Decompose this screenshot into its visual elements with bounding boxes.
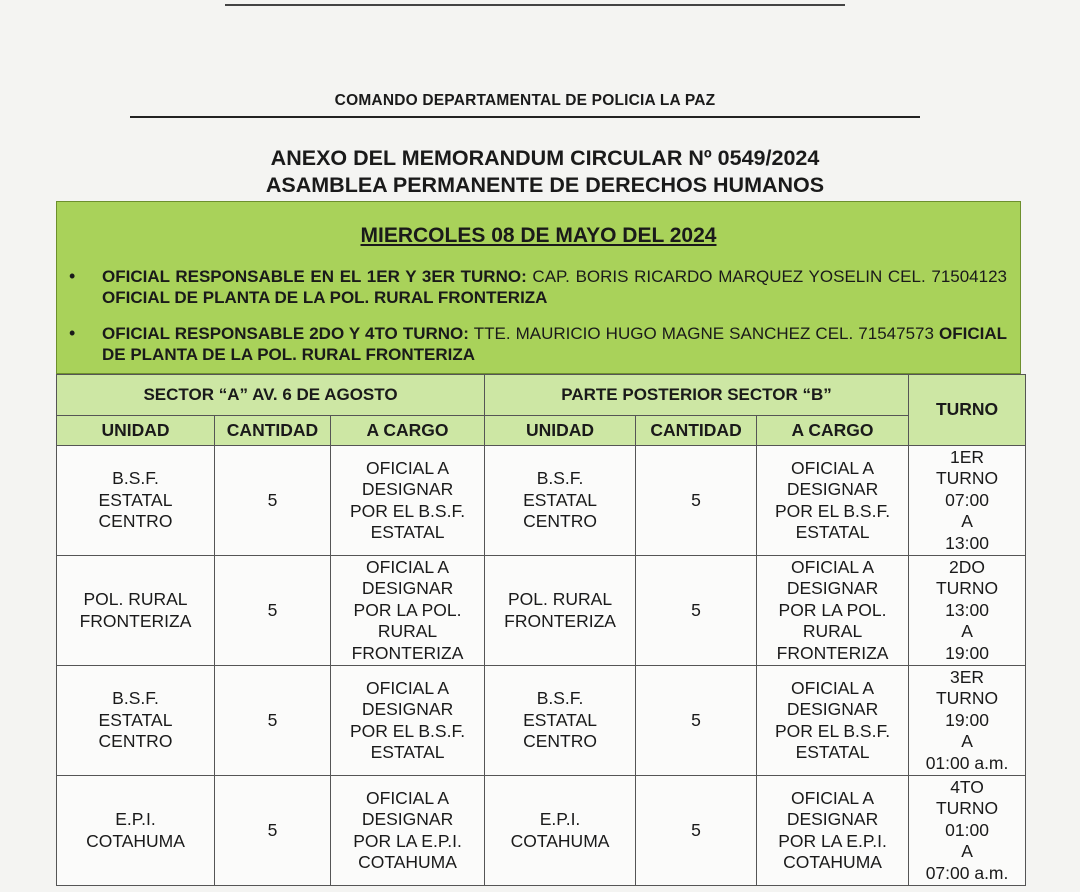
memo-title <box>0 145 1080 199</box>
sector-a-cantidad: 5 <box>215 776 331 886</box>
officer-item-2 <box>69 323 1008 365</box>
sector-b-unidad: B.S.F. ESTATAL CENTRO <box>485 446 636 556</box>
bullet-icon: • <box>69 266 76 286</box>
schedule-table <box>56 374 1026 886</box>
col-cargo-b: A CARGO <box>757 416 909 446</box>
officer-name: CAP. BORIS RICARDO MARQUEZ YOSELIN CEL. 71504123 <box>532 267 1008 286</box>
sector-a-unidad: B.S.F. ESTATAL CENTRO <box>57 666 215 776</box>
sector-a-cargo: OFICIAL A DESIGNAR POR EL B.S.F. ESTATAL <box>331 446 485 556</box>
schedule-date: MIERCOLES 08 DE MAYO DEL 2024 <box>360 224 717 247</box>
officer-unit: OFICIAL DE PLANTA DE LA POL. RURAL FRONTERIZA <box>102 288 548 307</box>
col-unidad-a: UNIDAD <box>57 416 215 446</box>
col-cantidad-b: CANTIDAD <box>636 416 757 446</box>
sector-b-cantidad: 5 <box>636 556 757 666</box>
sector-a-header: SECTOR “A” AV. 6 DE AGOSTO <box>57 375 485 416</box>
officer-label: OFICIAL RESPONSABLE 2DO Y 4TO TURNO: <box>102 324 469 343</box>
sector-a-unidad: B.S.F. ESTATAL CENTRO <box>57 446 215 556</box>
table-row <box>57 666 1026 776</box>
turno-cell: 2DO TURNO 13:00 A 19:00 <box>909 556 1026 666</box>
sector-b-cargo: OFICIAL A DESIGNAR POR LA POL. RURAL FRONTERIZA <box>757 556 909 666</box>
officer-name: TTE. MAURICIO HUGO MAGNE SANCHEZ CEL. 71547573 <box>473 324 934 343</box>
bullet-icon: • <box>69 323 76 343</box>
sector-b-unidad: E.P.I. COTAHUMA <box>485 776 636 886</box>
table-row <box>57 446 1026 556</box>
sector-a-cargo: OFICIAL A DESIGNAR POR LA E.P.I. COTAHUMA <box>331 776 485 886</box>
sector-b-header: PARTE POSTERIOR SECTOR “B” <box>485 375 909 416</box>
sector-b-cargo: OFICIAL A DESIGNAR POR LA E.P.I. COTAHUMA <box>757 776 909 886</box>
document-header <box>130 92 920 118</box>
header-title: COMANDO DEPARTAMENTAL DE POLICIA LA PAZ <box>334 92 716 109</box>
officers-panel <box>56 201 1021 374</box>
col-cantidad-a: CANTIDAD <box>215 416 331 446</box>
sector-a-cantidad: 5 <box>215 666 331 776</box>
sector-b-cantidad: 5 <box>636 776 757 886</box>
title-line-2: ASAMBLEA PERMANENTE DE DERECHOS HUMANOS <box>265 173 825 197</box>
header-rule <box>130 116 920 118</box>
officer-item-1 <box>69 266 1008 308</box>
sector-a-cargo: OFICIAL A DESIGNAR POR EL B.S.F. ESTATAL <box>331 666 485 776</box>
sector-b-unidad: POL. RURAL FRONTERIZA <box>485 556 636 666</box>
officer-unit: OFICIAL DE PLANTA DE LA POL. RURAL FRONTERIZA <box>102 324 1008 364</box>
col-unidad-b: UNIDAD <box>485 416 636 446</box>
turno-cell: 1ER TURNO 07:00 A 13:00 <box>909 446 1026 556</box>
turno-cell: 4TO TURNO 01:00 A 07:00 a.m. <box>909 776 1026 886</box>
sector-a-unidad: POL. RURAL FRONTERIZA <box>57 556 215 666</box>
turno-cell: 3ER TURNO 19:00 A 01:00 a.m. <box>909 666 1026 776</box>
sector-b-cantidad: 5 <box>636 446 757 556</box>
sector-b-cargo: OFICIAL A DESIGNAR POR EL B.S.F. ESTATAL <box>757 446 909 556</box>
officer-label: OFICIAL RESPONSABLE EN EL 1ER Y 3ER TURNO: <box>102 267 527 286</box>
sector-a-cargo: OFICIAL A DESIGNAR POR LA POL. RURAL FRONTERIZA <box>331 556 485 666</box>
table-row <box>57 556 1026 666</box>
sector-a-unidad: E.P.I. COTAHUMA <box>57 776 215 886</box>
col-cargo-a: A CARGO <box>331 416 485 446</box>
table-row <box>57 776 1026 886</box>
turno-header: TURNO <box>909 375 1026 446</box>
sector-b-cargo: OFICIAL A DESIGNAR POR EL B.S.F. ESTATAL <box>757 666 909 776</box>
sector-a-cantidad: 5 <box>215 446 331 556</box>
sector-b-unidad: B.S.F. ESTATAL CENTRO <box>485 666 636 776</box>
top-edge-rule <box>225 4 845 6</box>
sector-a-cantidad: 5 <box>215 556 331 666</box>
sector-b-cantidad: 5 <box>636 666 757 776</box>
title-line-1: ANEXO DEL MEMORANDUM CIRCULAR Nº 0549/2024 <box>270 146 820 170</box>
